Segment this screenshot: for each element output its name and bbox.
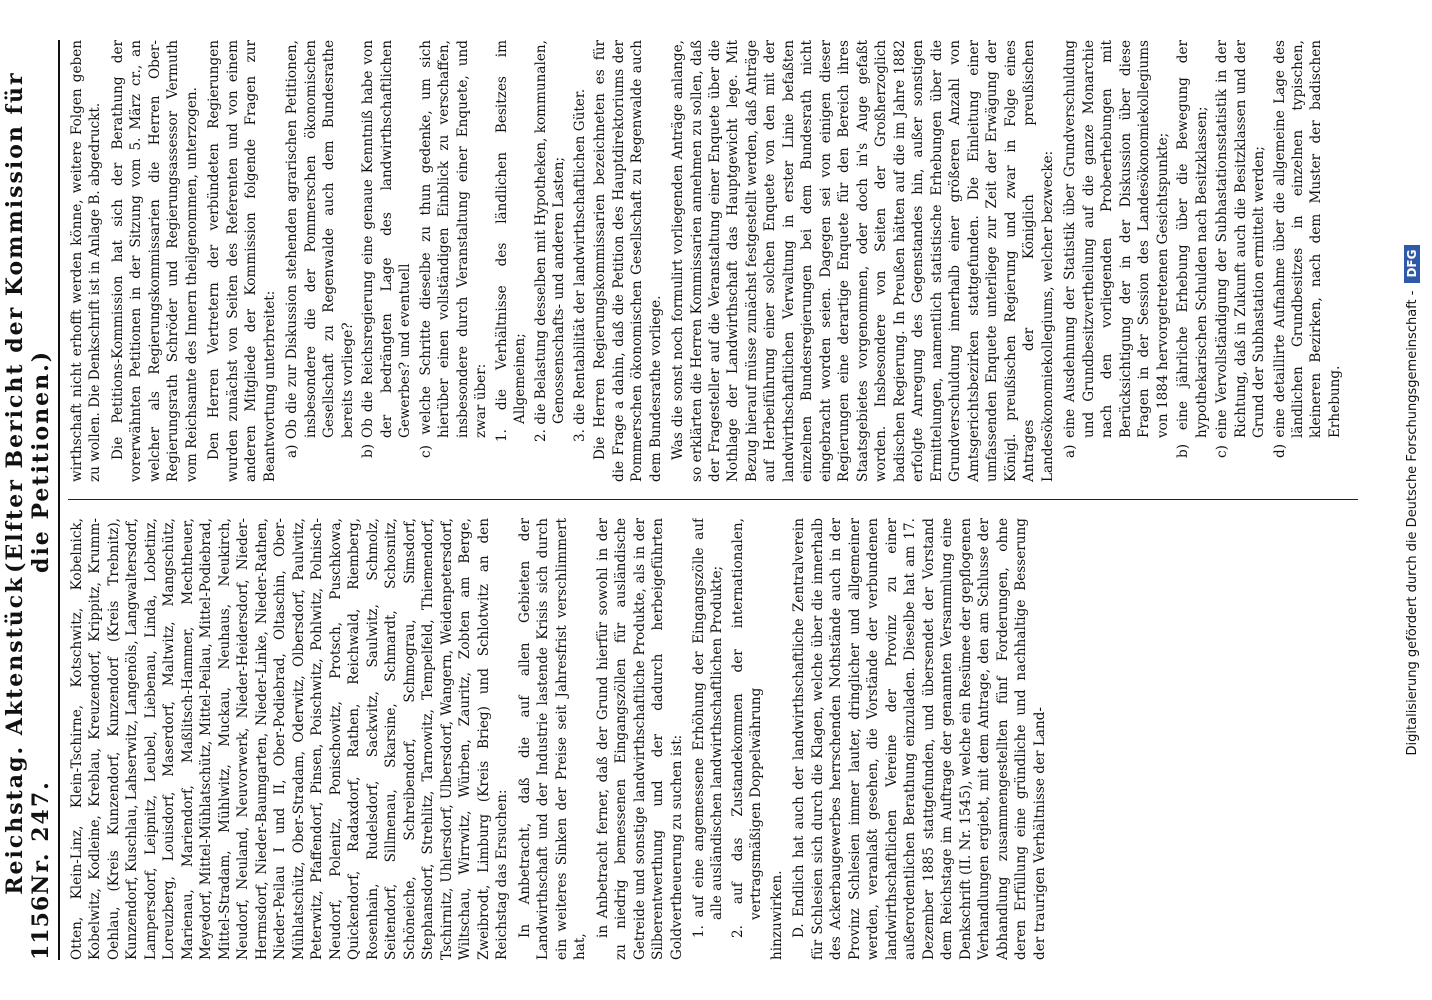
dfg-logo: DFG [1404,245,1420,283]
paragraph: wirthschaft nicht erhofft werden könne, weitere Folgen geben zu wollen. Die Denkschrift ist in Anlage B. abgedruckt. [69,40,104,482]
page-header [2,40,60,960]
paragraph: in Anbetracht ferner, daß der Grund hierfür sowohl in der zu niedrig bemessenen Eingangszöllen für ausländische Getreide und sonstige landwirthschaftliche Produkte, als in der Silberentwerthung und der dadurch herbeigeführten Goldvertheuerung zu suchen ist: [594,518,685,960]
list-item: b) Ob die Reichsregierung eine genaue Kenntniß habe von der bedrängten Lage des landwirthschaftlichen Gewerbes? und eventuell [360,40,414,458]
footer-text: Digitalisierung gefördert durch die Deutsche Forschungsgemeinschaft - [1404,290,1420,756]
list-item: a) Ob die zur Diskussion stehenden agrarischen Petitionen, insbesondere die der Pommerschen ökonomischen Gesellschaft zu Regenwalde auch dem Bundesrathe bereits vorliege? [284,40,356,458]
paragraph: Was die sonst noch formulirt vorliegenden Anträge anlange, so erklärten die Herren Kommissarien annehmen zu sollen, daß der Fragesteller auf die Veranstaltung einer Enquete über die Nothlage der Landwirthschaft das Hauptgewicht lege. Mit Bezug hierauf müsse zunächst festgestellt werden, daß Anträge auf Herbeiführung einer solchen Enquete von den mit der landwirthschaftlichen Verwaltung in erster Linie befaßten einzelnen Bundesregierungen bei dem Bundesrath nicht eingebracht worden seien. Dagegen sei von einigen dieser Regierungen eine derartige Enquete für den Bereich ihres Staatsgebietes vorgenommen, oder doch in's Auge gefaßt worden. Insbesondere von Seiten der Großherzoglich badischen Regierung. In Preußen hätten auf die im Jahre 1882 erfolgte Anregung des Gegenstandes hin, außer sonstigen Ermittelungen, namentlich statistische Erhebungen über die Grundverschuldung innerhalb einer größeren Anzahl von Amtsgerichtsbezirken stattgefunden. Die Einleitung einer umfassenden Enquete unterliege zur Zeit der Erwägung der Königl. preußischen Regierung und zwar in Folge eines Antrages der Königlich preußischen Landesökonomiekollegiums, welcher bezwecke: [670,40,1056,482]
paragraph: Die Petitions-Kommission hat sich der Berathung der vorerwähnten Petitionen in der Sitzung vom 5. März cr., an welcher als Regierungskommissarien die Herren Ober-Regierungsrath Schröder und Regierungsassessor Vermuth vom Reichsamte des Innern theilgenommen, unterzogen. [109,40,200,482]
column-divider [68,499,1358,500]
list-item: 2. auf das Zustandekommen der internationalen, vertragsmäßigen Doppelwährung [729,518,765,938]
digitization-footer [1400,0,1424,1000]
places-list: Otten, Klein-Linz, Klein-Tschirne, Kotschwitz, Kobelnick, Kobelwitz, Kodleine, Kreblau, Kreuzendorf, Krippitz, Krumm-Oehlau, (Kreis Kunzendorf, Kunzendorf (Kreis Trebnitz), Kunzendorf, Kuschlau, Lahserwitz, Langenöls, Langwaltersdorf, Lampersdorf, Leipnitz, Leubel, Liebenau, Linda, Lobetinz, Loreuzberg, Louisdorf, Maserdorf, Maltwitz, Mangschütz, Marienau, Mariendorf, Maßlitsch-Hammer, Mechtheuer, Meyedorf, Mittel-Mühlatschütz, Mittel-Peilau, Mittel-Podiebrad, Mittel-Stradam, Mühlwitz, Muckau, Neuhaus, Neukirch, Neudorf, Neuland, Neuvorwerk, Nieder-Heidersdorf, Nieder-Hermsdorf, Nieder-Baumgarten, Nieder-Linke, Nieder-Rathen, Nieder-Peilau I und II, Ober-Podiebrad, Oltaschin, Ober-Mühlatschütz, Ober-Stradam, Oderwitz, Olbersdorf, Paulwitz, Peterwitz, Pfaffendorf, Pinsen, Poischwitz, Pohlwitz, Polnisch-Neudorf, Polenitz, Ponischowitz, Protsch, Puschkowa, Quickendorf, Radaxdorf, Rathen, Reichwald, Riemberg, Rosenhain, Rudelsdorf, Sackwitz, Saulwitz, Schmolz, Seitendorf, Sillmenau, Skarsine, Schmardt, Schosnitz, Schöneiche, Schreibendorf, Schmograu, Simsdorf, Stephansdorf, Strehlitz, Tarnowitz, Tempelfeld, Thiemendorf, Tschirnitz, Uhlersdorf, Ulbersdorf, Wangern, Weidenpetersdorf, Wiltschau, Wirrwitz, Würben, Zauritz, Zobten am Berge, Zweibrodt, Limburg (Kreis Brieg) und Schlotwitz an den Reichstag das Ersuchen: [69,518,511,960]
paragraph: Die Herren Regierungskommissarien bezeichneten es für die Frage a dahin, daß die Petition des Hauptdirektoriums der Pommerschen ökonomischen Gesellschaft zu Regenwalde auch dem Bundesrathe vorliege. [592,40,664,482]
list-item: b) eine jährliche Erhebung über die Bewegung der hypothekarischen Schulden nach Besitzklassen; [1175,40,1210,458]
list-item: 1. auf eine angemessene Erhöhung der Eingangszölle auf alle ausländischen landwirthschaftlichen Produkte; [690,518,726,938]
page-number: 1156 [28,894,54,960]
paragraph: In Anbetracht, daß die auf allen Gebieten der Landwirthschaft und der Industrie lastende Krisis sich durch ein weiteres Sinken der Preise seit Jahresfrist verschlimmert hat, [516,518,589,960]
list-item: 1. die Verhältnisse des ländlichen Besitzes im Allgemeinen; [493,40,529,442]
left-column [68,518,1368,960]
paragraph: Den Herren Vertretern der verbündeten Regierungen wurden zunächst von Seiten des Referenten und von einem anderen Mitgliede der Kommission folgende Fragen zur Beantwortung unterbreitet: [206,40,278,482]
right-column [68,40,1368,482]
list-item: 3. die Rentabilität der landwirthschaftlichen Güter. [571,88,588,442]
page-subtitle: (Elfter Bericht der Kommission für die Petitionen.) [2,71,54,573]
list-item: c) welche Schritte dieselbe zu thun gedenke, um sich hierüber einen vollständigen Einblick zu verschaffen, insbesondere durch Veranstaltung einer Enquete, und zwar über: [417,40,490,458]
paragraph: hinzuwirken. [768,870,785,960]
list-item: c) eine Vervollständigung der Subhastationsstatistik in der Richtung, daß in Zukunft auch die Besitzklassen und der Grund der Subhastation ermittelt werden; [1214,40,1268,458]
list-item: a) eine Ausdehnung der Statistik über Grundverschuldung und Grundbesitzvertheilung auf die ganze Monarchie nach den vorliegenden Probeerhebungen mit Berücksichtigung der in der Diskussion über diese Fragen in der Session des Landesökonomiekollegiums von 1884 hervorgetretenen Gesichtspunkte; [1062,40,1171,458]
paragraph: D. Endlich hat auch der landwirthschaftliche Zentralverein für Schlesien sich durch die Klagen, welche über die innerhalb des Ackerbaugewerbes herrschenden Nothstände auch in der Provinz Schlesien immer lauter, dringlicher und allgemeiner werden, veranlaßt gesehen, die Vorstände der verbundenen landwirthschaftlichen Vereine der Provinz zu einer außerordentlichen Berathung einzuladen. Dieselbe hat am 17. Dezember 1885 stattgefunden, und übersendet der Vorstand dem Reichstage im Auftrage der genannten Versammlung eine Denkschrift (II. Nr. 1545), welche ein Resümee der gepflogenen Verhandlungen ergiebt, mit dem Antrage, den am Schlusse der Abhandlung zusammengestellten fünf Forderungen, ohne deren Erfüllung eine gründliche und nachhaltige Besserung der traurigen Verhältnisse der Land- [791,518,1048,960]
list-item: 2. die Belastung desselben mit Hypotheken, kommunalen, Genossenschafts- und anderen Lasten; [532,40,568,442]
list-item: d) eine detaillirte Aufnahme über die allgemeine Lage des ländlichen Grundbesitzes in einzelnen typischen, kleineren Bezirken, nach dem Muster der badischen Erhebung. [1271,40,1343,458]
page-title: Reichstag. Aktenstück Nr. 247. [2,575,54,895]
